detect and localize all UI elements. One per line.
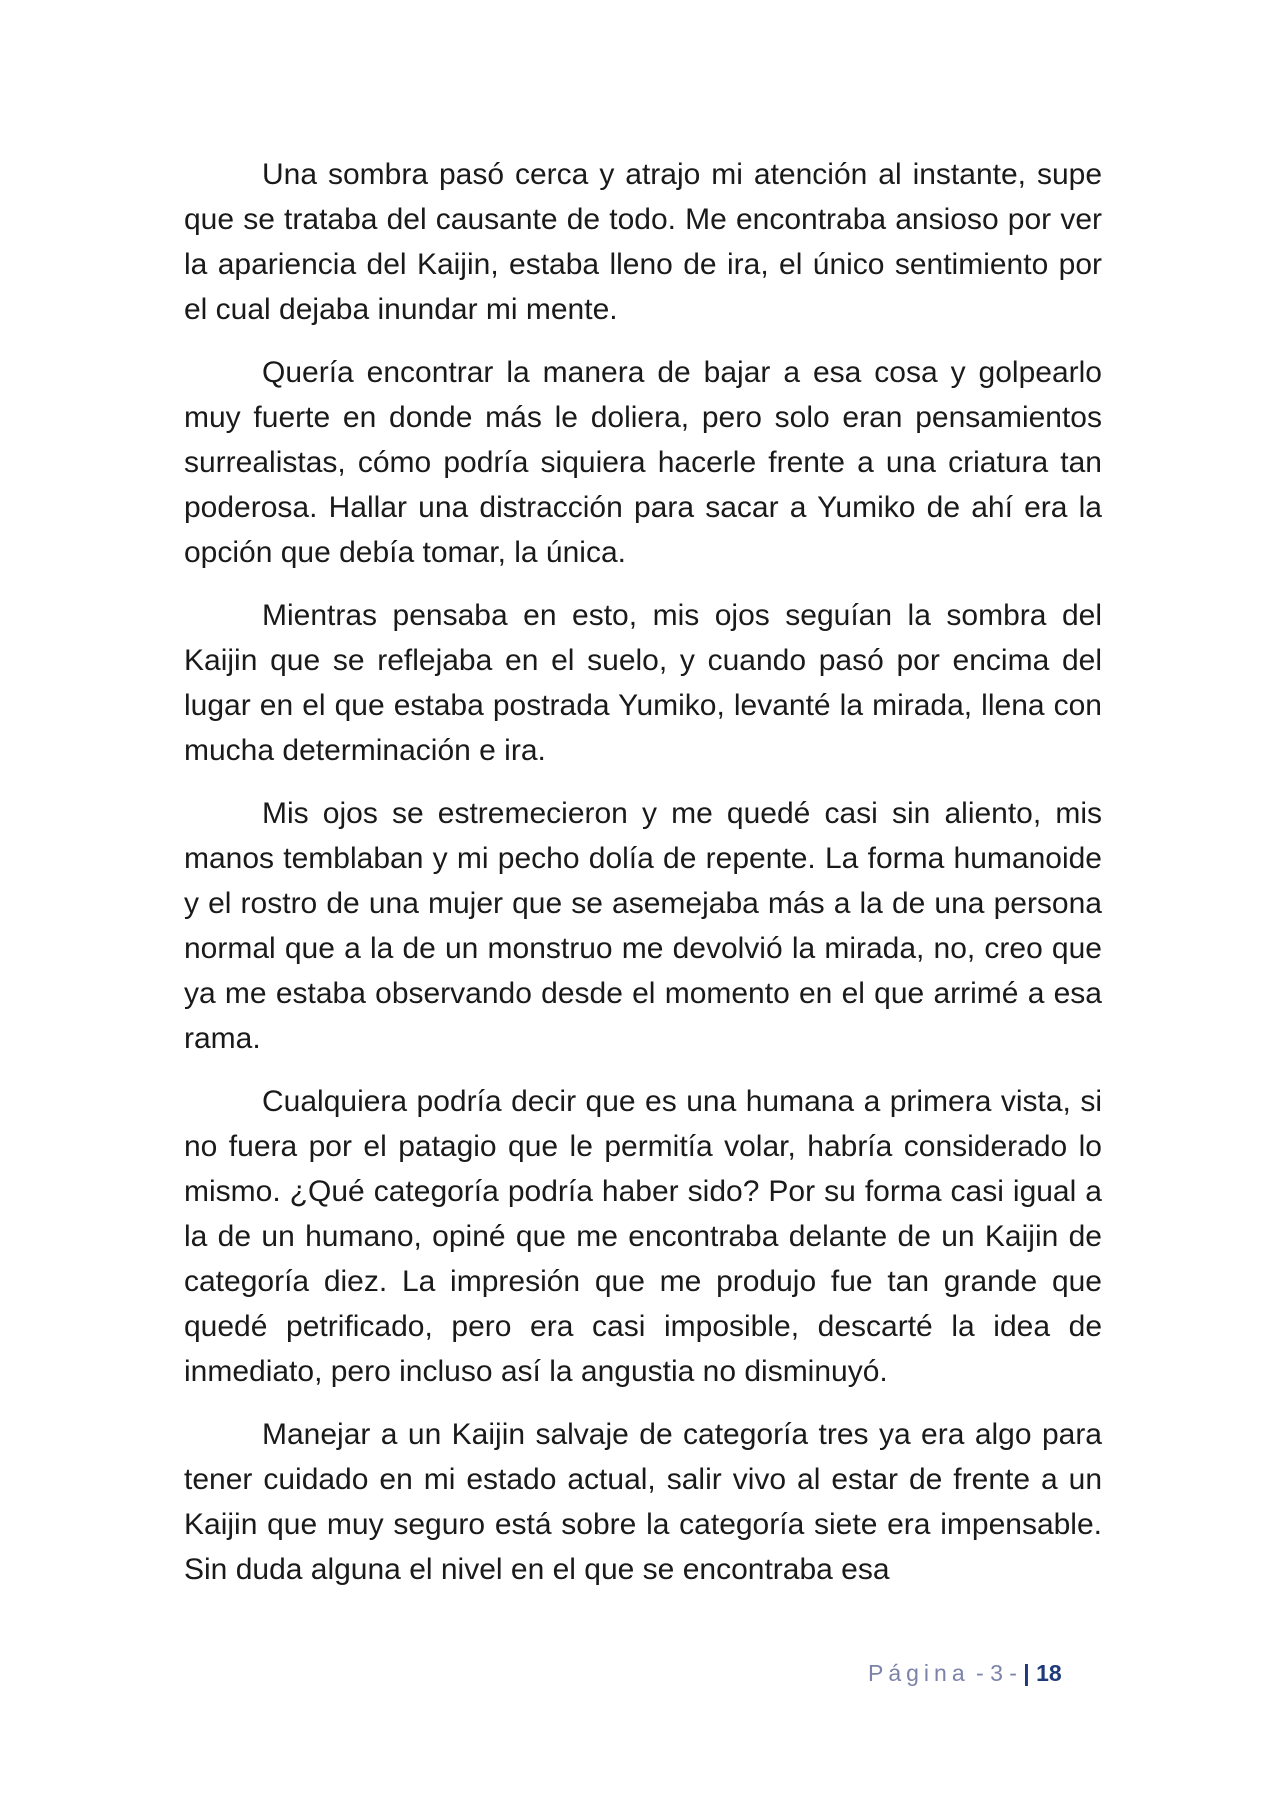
footer-page-number: - 3 - — [976, 1660, 1017, 1686]
page-footer — [868, 1658, 1062, 1688]
footer-separator: | — [1023, 1660, 1030, 1686]
footer-page-label: Página — [868, 1660, 970, 1686]
paragraph: Una sombra pasó cerca y atrajo mi atención al instante, supe que se trataba del causante de todo. Me encontraba ansioso por ver la apariencia del Kaijin, estaba lleno de ira, el único sentimiento por el cual dejaba inundar mi mente. — [184, 158, 1102, 326]
text-body — [184, 152, 1102, 1610]
paragraph: Manejar a un Kaijin salvaje de categoría tres ya era algo para tener cuidado en mi estado actual, salir vivo al estar de frente a un Kaijin que muy seguro está sobre la categoría siete era impensable. Sin duda alguna el nivel en el que se encontraba esa — [184, 1418, 1102, 1586]
paragraph: Cualquiera podría decir que es una humana a primera vista, si no fuera por el patagio que le permitía volar, habría considerado lo mismo. ¿Qué categoría podría haber sido? Por su forma casi igual a la de un humano, opiné que me encontraba delante de un Kaijin de categoría diez. La impresión que me produjo fue tan grande que quedé petrificado, pero era casi imposible, descarté la idea de inmediato, pero incluso así la angustia no disminuyó. — [184, 1085, 1102, 1388]
paragraph: Quería encontrar la manera de bajar a esa cosa y golpearlo muy fuerte en donde más le doliera, pero solo eran pensamientos surrealistas, cómo podría siquiera hacerle frente a una criatura tan poderosa. Hallar una distracción para sacar a Yumiko de ahí era la opción que debía tomar, la única. — [184, 356, 1102, 569]
paragraph: Mientras pensaba en esto, mis ojos seguían la sombra del Kaijin que se reflejaba en el suelo, y cuando pasó por encima del lugar en el que estaba postrada Yumiko, levanté la mirada, llena con mucha determinación e ira. — [184, 599, 1102, 767]
footer-total-pages: 18 — [1036, 1660, 1062, 1686]
paragraph: Mis ojos se estremecieron y me quedé casi sin aliento, mis manos temblaban y mi pecho dolía de repente. La forma humanoide y el rostro de una mujer que se asemejaba más a la de una persona normal que a la de un monstruo me devolvió la mirada, no, creo que ya me estaba observando desde el momento en el que arrimé a esa rama. — [184, 797, 1102, 1055]
